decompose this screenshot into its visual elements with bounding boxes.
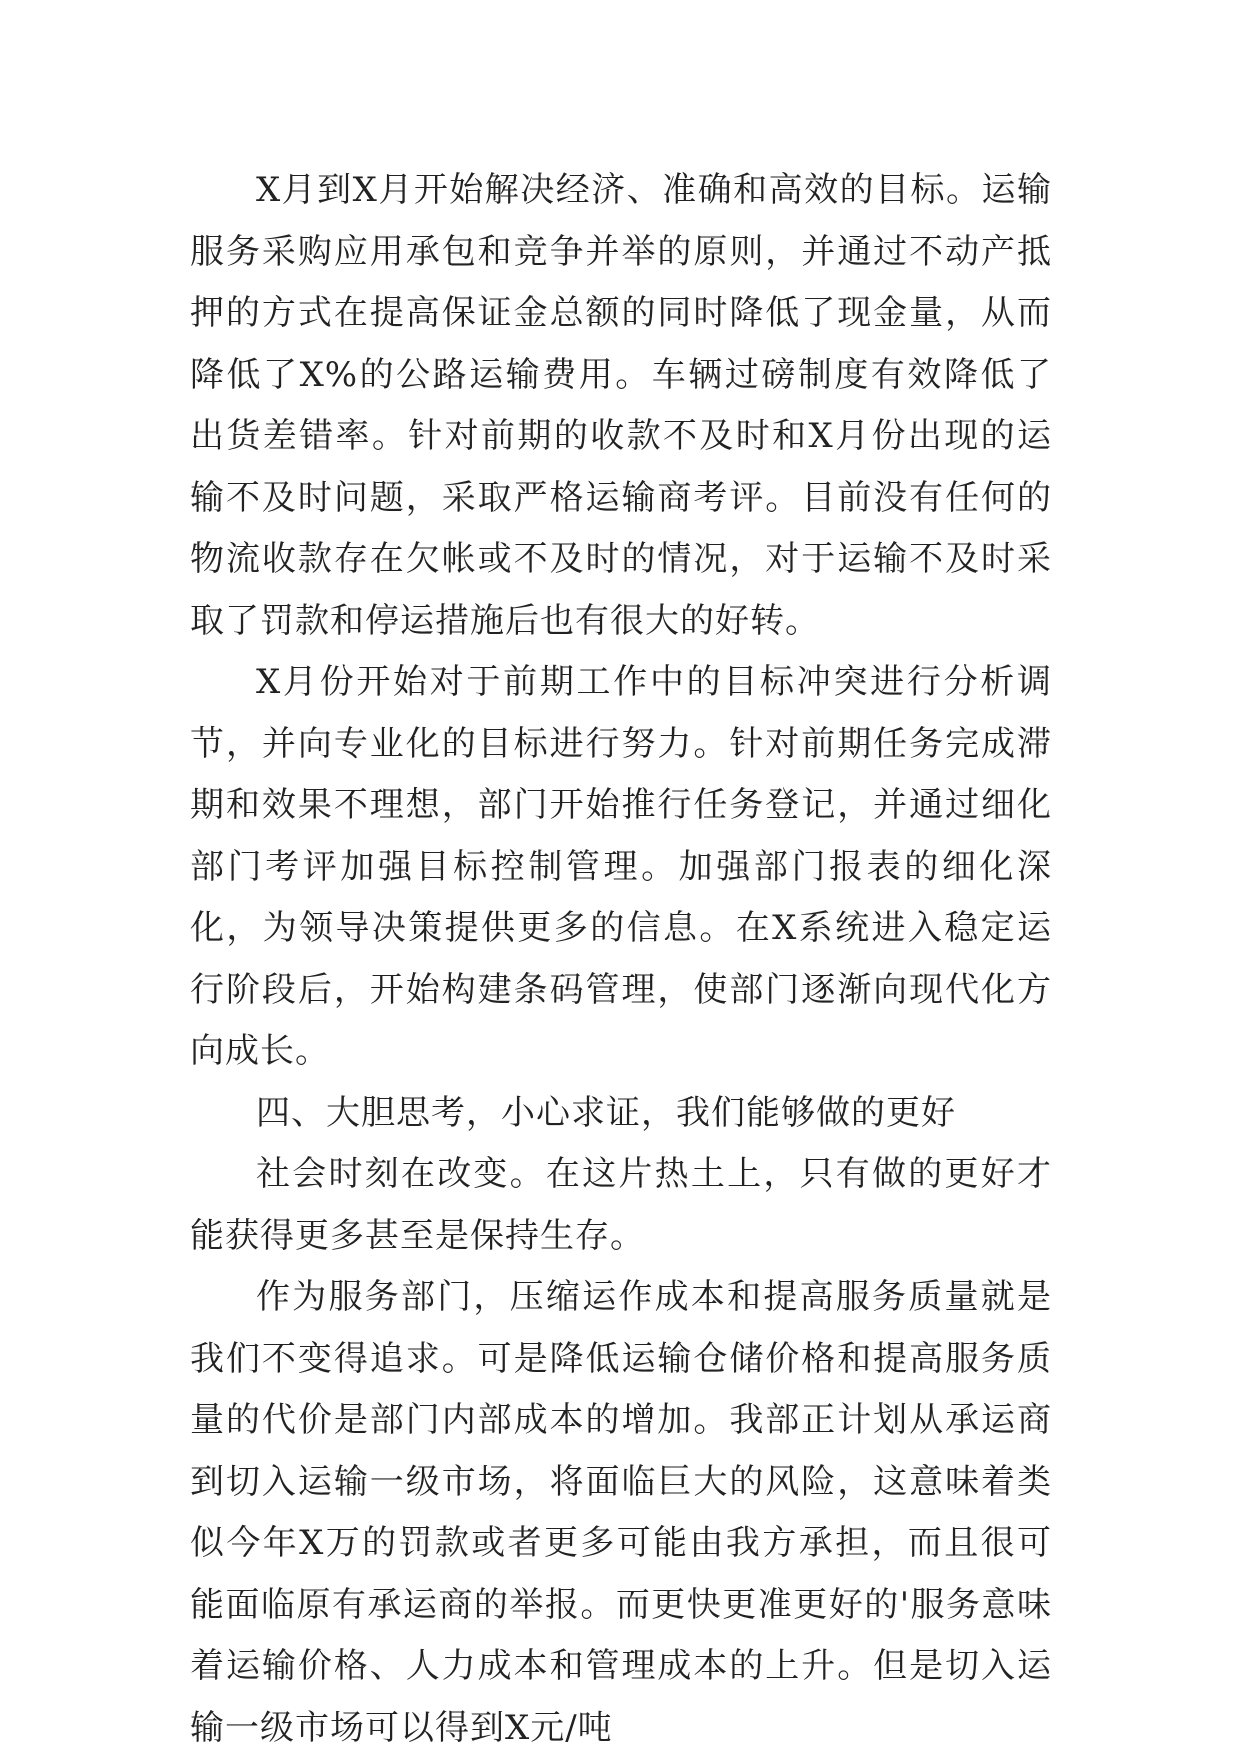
paragraph-logistics-results: X月到X月开始解决经济、准确和高效的目标。运输服务采购应用承包和竞争并举的原则，并通过不动产抵押的方式在提高保证金总额的同时降低了现金量，从而降低了X%的公路运输费用。车辆过磅制度有效降低了出货差错率。针对前期的收款不及时和X月份出现的运输不及时问题，采取严格运输商考评。目前没有任何的物流收款存在欠帐或不及时的情况，对于运输不及时采取了罚款和停运措施后也有很大的好转。 xyxy=(190,170,1052,641)
paragraph-service-department: 作为服务部门，压缩运作成本和提高服务质量就是我们不变得追求。可是降低运输仓储价格和提高服务质量的代价是部门内部成本的增加。我部正计划从承运商到切入运输一级市场，将面临巨大的风险，这意味着类似今年X万的罚款或者更多可能由我方承担，而且很可能面临原有承运商的举报。而更快更准更好的'服务意味着运输价格、人力成本和管理成本的上升。但是切入运输一级市场可以得到X元/吨 xyxy=(190,1277,1052,1748)
paragraph-goal-adjustment: X月份开始对于前期工作中的目标冲突进行分析调节，并向专业化的目标进行努力。针对前期任务完成滞期和效果不理想，部门开始推行任务登记，并通过细化部门考评加强目标控制管理。加强部门报表的细化深化，为领导决策提供更多的信息。在X系统进入稳定运行阶段后，开始构建条码管理，使部门逐渐向现代化方向成长。 xyxy=(190,662,1052,1071)
section-heading: 四、大胆思考，小心求证，我们能够做的更好 xyxy=(256,1092,956,1133)
document-body xyxy=(190,160,1052,1759)
paragraph-society-change: 社会时刻在改变。在这片热土上，只有做的更好才能获得更多甚至是保持生存。 xyxy=(190,1154,1052,1256)
